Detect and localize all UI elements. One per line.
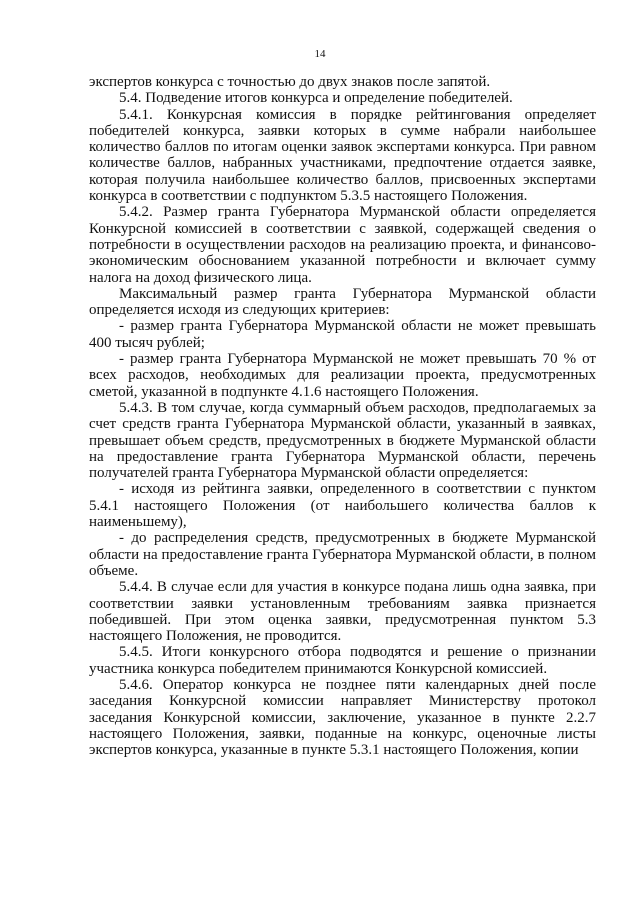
paragraph: 5.4.3. В том случае, когда суммарный объем расходов, предполагаемых за счет средств гранта Губернатора Мурманской области, указанный в заявках, превышает объем средств, предусмотренных в бюджете Мурманской области на предоставление гранта Губернатора Мурманской области, перечень получателей гранта Губернатора Мурманской области определяется: [89,399,596,482]
paragraph: - до распределения средств, предусмотренных в бюджете Мурманской области на предоставление гранта Губернатора Мурманской области, в полном объеме. [89,530,596,579]
paragraph: - исходя из рейтинга заявки, определенного в соответствии с пунктом 5.4.1 настоящего Положения (от наибольшего количества баллов к наименьшему), [89,481,596,531]
paragraph: 5.4.6. Оператор конкурса не позднее пяти календарных дней после заседания Конкурсной комиссии направляет Министерству протокол заседания Конкурсной комиссии, заключение, указанное в пункте 2.2.7 настоящего Положения, заявки, поданные на конкурс, оценочные листы экспертов конкурса, указанные в пункте 5.3.1 настоящего Положения, копии [89,676,596,759]
paragraph: - размер гранта Губернатора Мурманской не может превышать 70 % от всех расходов, необходимых для реализации проекта, предусмотренных сметой, указанной в подпункте 4.1.6 настоящего Положения. [89,351,596,400]
paragraph: Максимальный размер гранта Губернатора Мурманской области определяется исходя из следующих критериев: [89,285,596,319]
paragraph: 5.4.1. Конкурсная комиссия в порядке рейтингования определяет победителей конкурса, заявки которых в сумме набрали наибольшее количество баллов по итогам оценки заявок экспертами конкурса. При равном количестве баллов, набранных участниками, предпочтение отдается заявке, которая получила наибольшее количество баллов, присвоенных экспертами конкурса в соответствии с подпунктом 5.3.5 настоящего Положения. [89,106,596,205]
page-number: 14 [314,48,326,60]
paragraph: 5.4.4. В случае если для участия в конкурсе подана лишь одна заявка, при соответствии заявки установленным требованиям заявка признается победившей. При этом оценка заявки, предусмотренная пунктом 5.3 настоящего Положения, не проводится. [89,579,596,645]
document-body [89,74,596,758]
paragraph: экспертов конкурса с точностью до двух знаков после запятой. [89,74,491,90]
paragraph: 5.4. Подведение итогов конкурса и определение победителей. [119,90,513,107]
paragraph: 5.4.5. Итоги конкурсного отбора подводятся и решение о признании участника конкурса победителем принимаются Конкурсной комиссией. [89,644,596,677]
paragraph: 5.4.2. Размер гранта Губернатора Мурманской области определяется Конкурсной комиссией в соответствии с заявкой, содержащей сведения о потребности в осуществлении расходов на реализацию проекта, и финансово-экономическим обоснованием указанной потребности и включает сумму налога на доход физического лица. [89,204,596,286]
paragraph: - размер гранта Губернатора Мурманской области не может превышать 400 тысяч рублей; [89,318,596,351]
